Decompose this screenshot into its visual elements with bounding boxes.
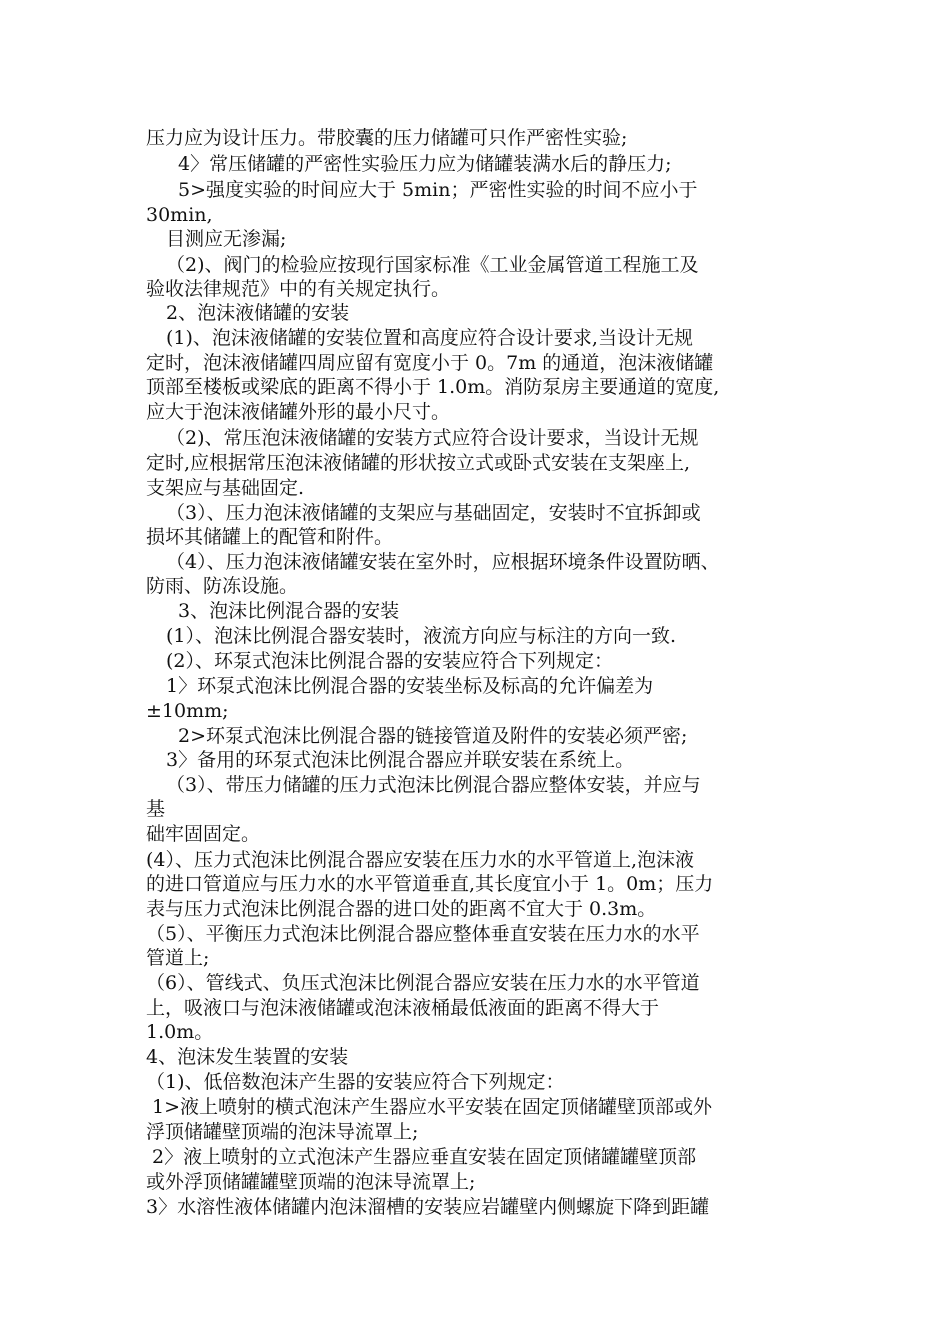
text-line: 4〉常压储罐的严密性实验压力应为储罐装满水后的静压力; bbox=[178, 153, 672, 175]
text-line: 上，吸液口与泡沫液储罐或泡沫液桶最低液面的距离不得大于 bbox=[146, 997, 660, 1019]
text-line: (1)、泡沫液储罐的安装位置和高度应符合设计要求,当设计无规 bbox=[166, 327, 693, 349]
text-line: 验收法律规范》中的有关规定执行。 bbox=[146, 278, 451, 300]
text-line: 1.0m。 bbox=[146, 1021, 214, 1043]
text-line: (1）、泡沫比例混合器安装时，液流方向应与标注的方向一致. bbox=[166, 625, 677, 647]
text-line: 定时,应根据常压泡沫液储罐的形状按立式或卧式安装在支架座上, bbox=[146, 452, 691, 474]
text-line: 管道上; bbox=[146, 947, 210, 969]
text-line: 3〉水溶性液体储罐内泡沫溜槽的安装应岩罐壁内侧螺旋下降到距罐 bbox=[146, 1196, 710, 1218]
text-line: 1>液上喷射的横式泡沫产生器应水平安装在固定顶储罐壁顶部或外 bbox=[152, 1096, 713, 1118]
text-line: 基 bbox=[146, 798, 166, 820]
text-line: 30min, bbox=[146, 204, 213, 226]
text-line: 应大于泡沫液储罐外形的最小尺寸。 bbox=[146, 401, 451, 423]
text-line: 定时，泡沫液储罐四周应留有宽度小于 0。7m 的通道，泡沫液储罐 bbox=[146, 352, 714, 374]
text-line: （3）、压力泡沫液储罐的支架应与基础固定，安装时不宜拆卸或 bbox=[166, 502, 701, 524]
text-line: （2)、阀门的检验应按现行国家标准《工业金属管道工程施工及 bbox=[166, 254, 699, 276]
text-line: （3）、带压力储罐的压力式泡沫比例混合器应整体安装，并应与 bbox=[166, 774, 701, 796]
text-line: 5>强度实验的时间应大于 5min；严密性实验的时间不应小于 bbox=[178, 179, 698, 201]
text-line: 顶部至楼板或梁底的距离不得小于 1.0m。消防泵房主要通道的宽度, bbox=[146, 376, 720, 398]
text-line: (4）、压力式泡沫比例混合器应安装在压力水的水平管道上,泡沫液 bbox=[146, 849, 695, 871]
text-line: 支架应与基础固定. bbox=[146, 477, 305, 499]
text-line: （4）、压力泡沫液储罐安装在室外时，应根据环境条件设置防晒、 bbox=[166, 551, 720, 573]
section-heading: 3、泡沫比例混合器的安装 bbox=[178, 600, 400, 622]
text-line: 目测应无渗漏; bbox=[166, 228, 287, 250]
text-line: 2>环泵式泡沫比例混合器的链接管道及附件的安装必须严密; bbox=[178, 725, 688, 747]
text-line: 防雨、防冻设施。 bbox=[146, 575, 299, 597]
text-line: 的进口管道应与压力水的水平管道垂直,其长度宜小于 1。0m；压力 bbox=[146, 873, 714, 895]
text-line: 2〉液上喷射的立式泡沫产生器应垂直安装在固定顶储罐罐壁顶部 bbox=[152, 1146, 697, 1168]
text-line: 表与压力式泡沫比例混合器的进口处的距离不宜大于 0.3m。 bbox=[146, 898, 657, 920]
text-line: （5）、平衡压力式泡沫比例混合器应整体垂直安装在压力水的水平 bbox=[146, 923, 700, 945]
text-line: （2)、常压泡沫液储罐的安装方式应符合设计要求，当设计无规 bbox=[166, 427, 699, 449]
text-line: 础牢固固定。 bbox=[146, 823, 261, 845]
text-line: 1〉环泵式泡沫比例混合器的安装坐标及标高的允许偏差为 bbox=[166, 675, 654, 697]
text-line: (2）、环泵式泡沫比例混合器的安装应符合下列规定： bbox=[166, 650, 614, 672]
text-line: 浮顶储罐壁顶端的泡沫导流罩上; bbox=[146, 1121, 419, 1143]
text-line: 3〉备用的环泵式泡沫比例混合器应并联安装在系统上。 bbox=[166, 749, 635, 771]
section-heading: 4、泡沫发生装置的安装 bbox=[146, 1046, 349, 1068]
text-line: 或外浮顶储罐罐壁顶端的泡沫导流罩上; bbox=[146, 1171, 476, 1193]
text-line: 压力应为设计压力。带胶囊的压力储罐可只作严密性实验; bbox=[146, 127, 628, 149]
text-line: （1)、低倍数泡沫产生器的安装应符合下列规定： bbox=[146, 1071, 565, 1093]
section-heading: 2、泡沫液储罐的安装 bbox=[166, 302, 350, 324]
text-line: 损坏其储罐上的配管和附件。 bbox=[146, 526, 394, 548]
text-line: （6）、管线式、负压式泡沫比例混合器应安装在压力水的水平管道 bbox=[146, 972, 700, 994]
text-line: ±10mm; bbox=[146, 700, 229, 722]
